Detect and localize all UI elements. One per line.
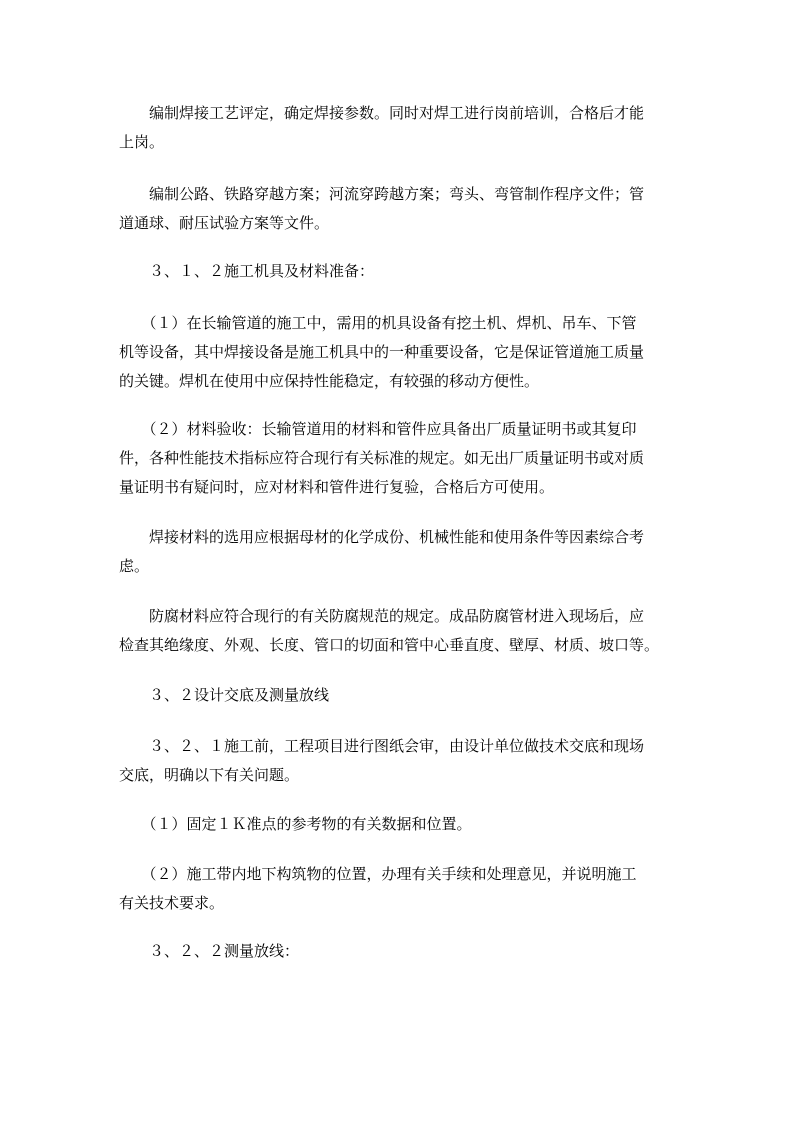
text-line: 件，各种性能技术指标应符合现行有关标准的规定。如无出厂质量证明书或对质	[119, 449, 645, 467]
text-line: （１）固定１Ｋ准点的参考物的有关数据和位置。	[119, 815, 472, 833]
text-line: ３、２、２测量放线：	[119, 942, 300, 960]
paragraph-welding-materials	[119, 523, 677, 581]
paragraph-equipment	[119, 309, 677, 396]
paragraph-3-2-1	[119, 732, 677, 790]
text-line: 机等设备，其中焊接设备是施工机具中的一种重要设备，它是保证管道施工质量	[119, 343, 645, 361]
text-line: （２）施工带内地下构筑物的位置，办理有关手续和处理意见，并说明施工	[119, 865, 637, 883]
text-line: 编制焊接工艺评定，确定焊接参数。同时对焊工进行岗前培训，合格后才能	[119, 104, 645, 122]
heading-3-2	[119, 681, 677, 710]
text-line: （１）在长输管道的施工中，需用的机具设备有挖土机、焊机、吊车、下管	[119, 314, 637, 332]
paragraph-anticorrosion	[119, 602, 677, 660]
text-line: ３、２、１施工前，工程项目进行图纸会审，由设计单位做技术交底和现场	[119, 737, 645, 755]
text-line: 有关技术要求。	[119, 894, 225, 912]
heading-3-2-2	[119, 937, 677, 966]
text-line: 道通球、耐压试验方案等文件。	[119, 214, 330, 232]
text-line: 上岗。	[119, 133, 165, 151]
text-line: 检查其绝缘度、外观、长度、管口的切面和管中心垂直度、壁厚、材质、坡口等。	[119, 636, 660, 654]
heading-3-1-2	[119, 257, 677, 286]
paragraph-item-1	[119, 810, 677, 839]
paragraph-material-acceptance	[119, 415, 677, 502]
paragraph-item-2	[119, 860, 677, 918]
text-line: （２）材料验收：长输管道用的材料和管件应具备出厂质量证明书或其复印	[119, 420, 637, 438]
text-line: 编制公路、铁路穿越方案；河流穿跨越方案；弯头、弯管制作程序文件；管	[119, 185, 645, 203]
paragraph-crossing-plans	[119, 180, 677, 238]
text-line: 防腐材料应符合现行的有关防腐规范的规定。成品防腐管材进入现场后，应	[119, 607, 645, 625]
text-line: 的关键。焊机在使用中应保持性能稳定，有较强的移动方便性。	[119, 372, 540, 390]
text-line: ３、２设计交底及测量放线	[119, 686, 330, 704]
text-line: 交底，明确以下有关问题。	[119, 766, 300, 784]
text-line: 量证明书有疑问时，应对材料和管件进行复验，合格后方可使用。	[119, 478, 555, 496]
text-line: ３、１、２施工机具及材料准备：	[119, 262, 375, 280]
text-line: 虑。	[119, 557, 150, 575]
text-line: 焊接材料的选用应根据母材的化学成份、机械性能和使用条件等因素综合考	[119, 528, 645, 546]
paragraph-welding-procedure	[119, 99, 677, 157]
